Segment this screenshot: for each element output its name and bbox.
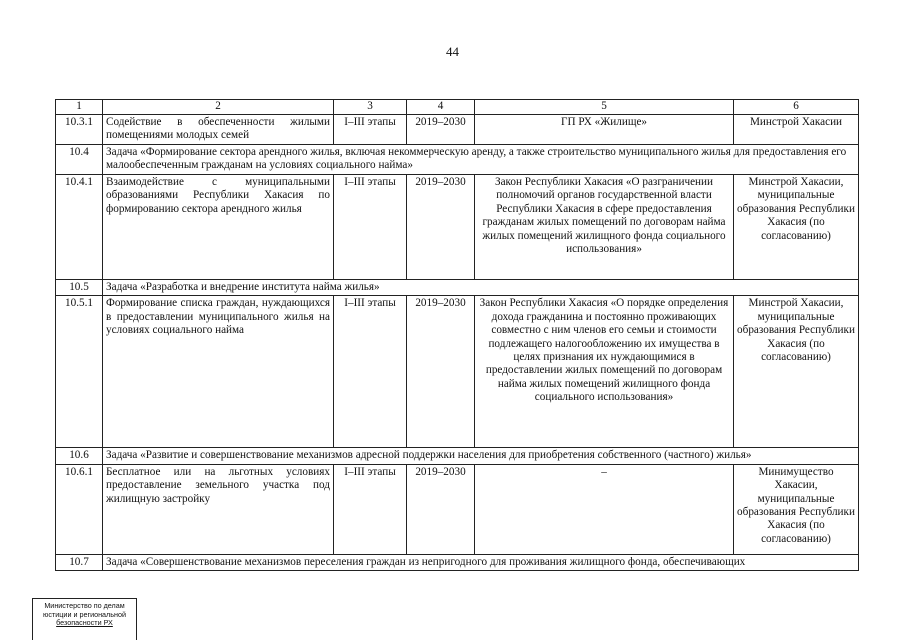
basis-cell: –: [475, 464, 734, 554]
task-cell: Задача «Совершенствование механизмов переселения граждан из непригодного для проживания жилищного фонда, обеспечивающих: [103, 554, 859, 570]
row-number: 10.5: [56, 280, 103, 296]
task-cell: Задача «Развитие и совершенствование механизмов адресной поддержки населения для приобретения собственного (частного) жилья»: [103, 448, 859, 464]
basis-cell: Закон Республики Хакасия «О порядке определения дохода гражданина и постоянно проживающих совместно с ним членов его семьи и стоимости подлежащего налогообложению их имущества в целях признания их нуждающимися в предоставлении жилых помещений по договорам найма жилых помещений жилищного фонда социального использования»: [475, 296, 734, 448]
task-row: [56, 554, 859, 570]
executor-cell: Минстрой Хакасии, муниципальные образования Республики Хакасия (по согласованию): [734, 296, 859, 448]
task-cell: Задача «Разработка и внедрение института найма жилья»: [103, 280, 859, 296]
row-number: 10.3.1: [56, 115, 103, 145]
header-cell: 2: [103, 100, 334, 115]
header-cell: 1: [56, 100, 103, 115]
task-row: [56, 145, 859, 175]
table-row: [56, 175, 859, 280]
stamp-line: безопасности РХ: [56, 618, 113, 628]
table-row: [56, 296, 859, 448]
table-row: [56, 115, 859, 145]
table-header-row: [56, 100, 859, 115]
stages-cell: I–III этапы: [334, 175, 407, 280]
stages-cell: I–III этапы: [334, 296, 407, 448]
action-cell: Формирование списка граждан, нуждающихся в предоставлении муниципального жилья на условиях социального найма: [103, 296, 334, 448]
program-table: [55, 99, 859, 571]
stages-cell: I–III этапы: [334, 464, 407, 554]
stamp-line: Министерство по делам: [44, 601, 125, 610]
header-cell: 4: [407, 100, 475, 115]
row-number: 10.4.1: [56, 175, 103, 280]
task-row: [56, 280, 859, 296]
table-row: [56, 464, 859, 554]
row-number: 10.7: [56, 554, 103, 570]
years-cell: 2019–2030: [407, 296, 475, 448]
years-cell: 2019–2030: [407, 175, 475, 280]
basis-cell: ГП РХ «Жилище»: [475, 115, 734, 145]
executor-cell: Минстрой Хакасии: [734, 115, 859, 145]
header-cell: 6: [734, 100, 859, 115]
action-cell: Содействие в обеспеченности жилыми помещениями молодых семей: [103, 115, 334, 145]
action-cell: Взаимодействие с муниципальными образованиями Республики Хакасия по формированию сектора арендного жилья: [103, 175, 334, 280]
page-number: 44: [446, 44, 459, 59]
row-number: 10.6: [56, 448, 103, 464]
row-number: 10.6.1: [56, 464, 103, 554]
stages-cell: I–III этапы: [334, 115, 407, 145]
task-cell: Задача «Формирование сектора арендного жилья, включая некоммерческую аренду, а также строительство муниципального жилья для предоставления его малообеспеченным гражданам на условиях социального найма»: [103, 145, 859, 175]
row-number: 10.5.1: [56, 296, 103, 448]
header-cell: 5: [475, 100, 734, 115]
registration-stamp: [32, 598, 137, 640]
task-row: [56, 448, 859, 464]
row-number: 10.4: [56, 145, 103, 175]
stamp-line: юстиции и региональной: [43, 609, 126, 619]
executor-cell: Минстрой Хакасии, муниципальные образования Республики Хакасия (по согласованию): [734, 175, 859, 280]
action-cell: Бесплатное или на льготных условиях предоставление земельного участка под жилищную застройку: [103, 464, 334, 554]
years-cell: 2019–2030: [407, 115, 475, 145]
executor-cell: Минимущество Хакасии, муниципальные образования Республики Хакасия (по согласованию): [734, 464, 859, 554]
years-cell: 2019–2030: [407, 464, 475, 554]
header-cell: 3: [334, 100, 407, 115]
basis-cell: Закон Республики Хакасия «О разграничении полномочий органов государственной власти Республики Хакасия в сфере предоставления гражданам жилых помещений по договорам найма жилых помещений жилищного фонда социального использования»: [475, 175, 734, 280]
